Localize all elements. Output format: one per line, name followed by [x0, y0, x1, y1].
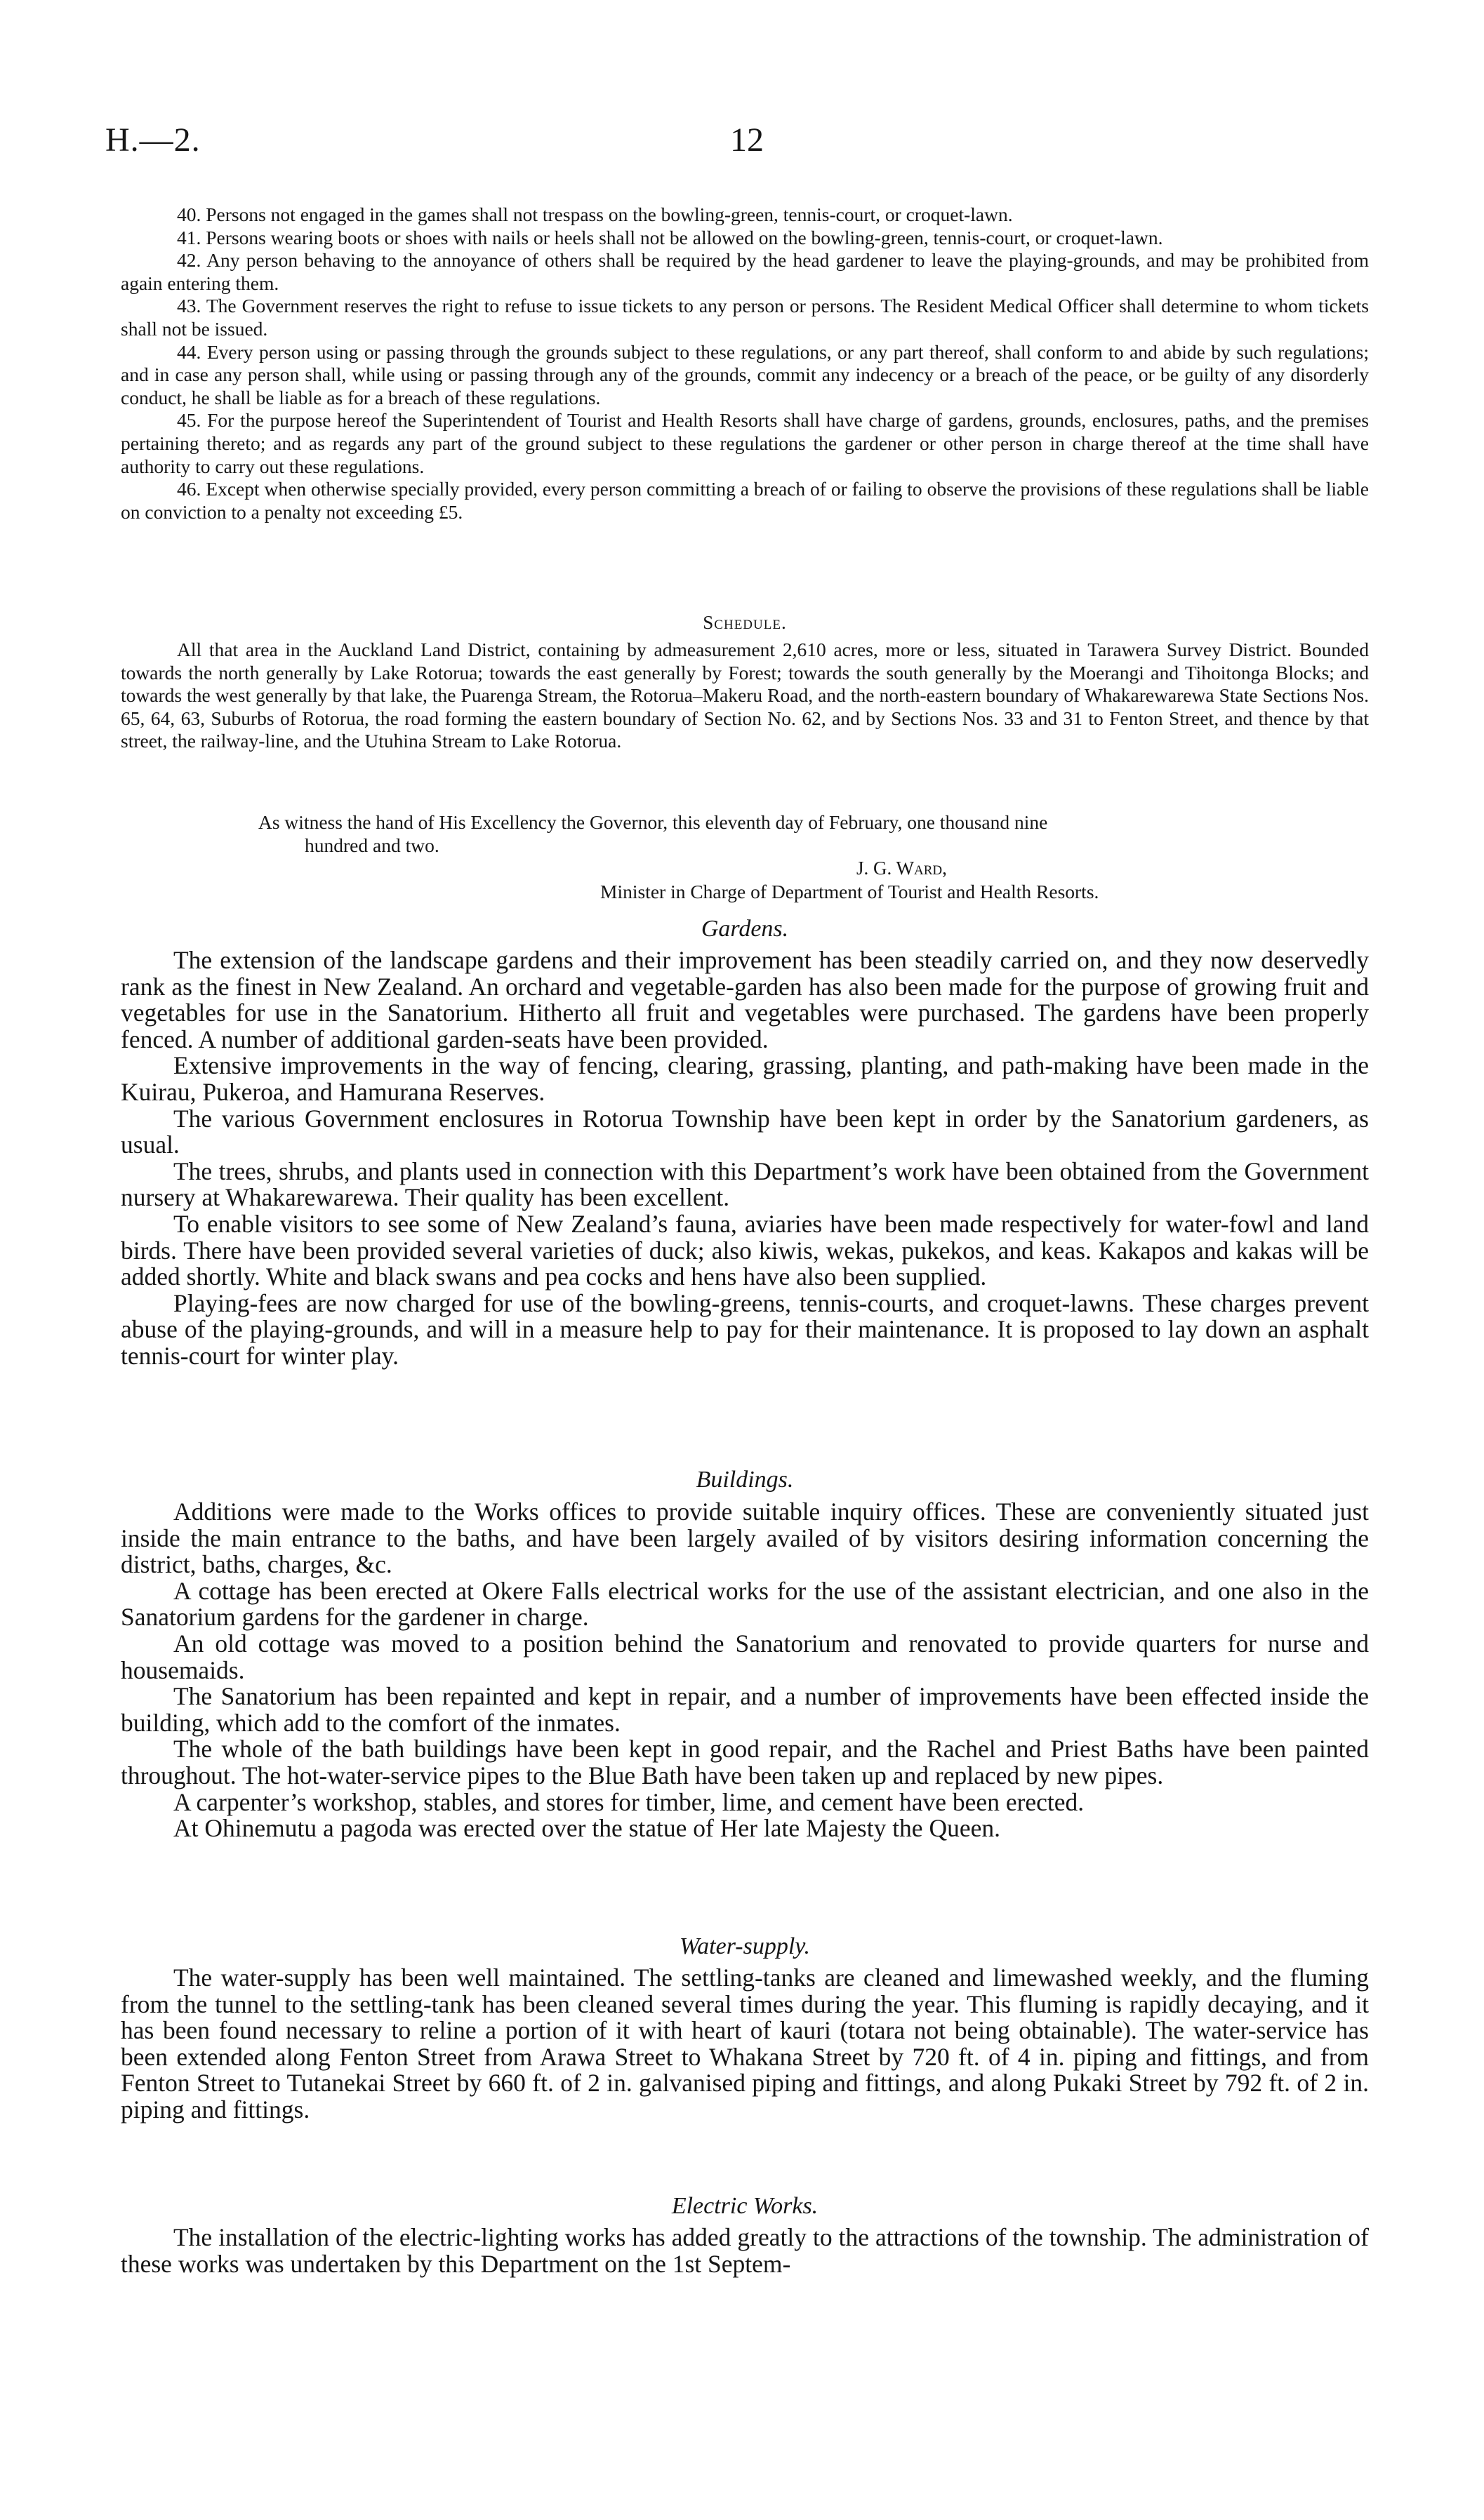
regulation-46: 46. Except when otherwise specially provided, every person committing a breach of or failing to observe the provisions of these regulations shall be liable on conviction to a penalty not exceeding £5. — [121, 478, 1369, 523]
paragraph: The water-supply has been well maintained. The settling-tanks are cleaned and limewashed weekly, and the fluming from the tunnel to the settling-tank has been cleaned several times during the year. This fluming is rapidly decaying, and it has been found necessary to reline a portion of it with heart of kauri (totara not being obtainable). The water-service has been extended along Fenton Street from Arawa Street to Whakana Street by 720 ft. of 4 in. piping and fittings, and from Fenton Street to Tutanekai Street by 660 ft. of 2 in. galvanised piping and fittings, and along Pukaki Street by 792 ft. of 2 in. piping and fittings. — [121, 1964, 1369, 2124]
paragraph: The Sanatorium has been repainted and kept in repair, and a number of improvements have been effected inside the building, which add to the comfort of the inmates. — [121, 1682, 1369, 1737]
section-title-buildings: Buildings. — [696, 1467, 794, 1493]
paragraph: A cottage has been erected at Okere Falls electrical works for the use of the assistant electrician, and one also in the Sanatorium gardens for the gardener in charge. — [121, 1576, 1369, 1632]
signatory-title: Minister in Charge of Department of Tourist and Health Resorts. — [600, 881, 1099, 902]
paragraph: The extension of the landscape gardens and their improvement has been steadily carried on, and they now deservedly rank as the finest in New Zealand. An orchard and vegetable-garden has also been made for the purpose of growing fruit and vegetables for use in the Sanatorium. Hitherto all fruit and vegetables were purchased. The gardens have been properly fenced. A number of additional garden-seats have been provided. — [121, 946, 1369, 1053]
regulations-list — [121, 204, 1369, 524]
regulation-40: 40. Persons not engaged in the games shall not trespass on the bowling-green, tennis-court, or croquet-lawn. — [177, 204, 1013, 225]
section-title-electric-works: Electric Works. — [671, 2193, 819, 2219]
witness-line-1: As witness the hand of His Excellency the Governor, this eleventh day of February, one thousand nine — [258, 811, 1048, 833]
section-body-water-supply — [121, 1965, 1369, 2124]
signatory-name — [856, 858, 947, 879]
witness-clause — [258, 811, 1369, 857]
document-reference: H.—2. — [105, 121, 201, 159]
paragraph: To enable visitors to see some of New Zealand’s fauna, aviaries have been made respectively for water-fowl and land birds. There have been provided several varieties of duck; also kiwis, wekas, pukekos, and keas. Kakapos and kakas will be added shortly. White and black swans and pea cocks and hens have also been supplied. — [121, 1209, 1369, 1291]
paragraph: The trees, shrubs, and plants used in connection with this Department’s work have been obtained from the Government nursery at Whakarewarewa. Their quality has been excellent. — [121, 1156, 1369, 1212]
section-title-water-supply: Water-supply. — [679, 1933, 810, 1959]
section-body-electric-works — [121, 2225, 1369, 2277]
regulation-45: 45. For the purpose hereof the Superintendent of Tourist and Health Resorts shall have charge of gardens, grounds, enclosures, paths, and the premises pertaining thereto; and as regards any part of the ground subject to these regulations the gardener or other person in charge thereof at the time shall have authority to carry out these regulations. — [121, 409, 1369, 477]
paragraph: The installation of the electric-lighting works has added greatly to the attractions of the township. The administration of these works was undertaken by this Department on the 1st Septem- — [121, 2223, 1369, 2278]
regulation-42: 42. Any person behaving to the annoyance of others shall be required by the head gardener to leave the playing-grounds, and may be prohibited from again entering them. — [121, 249, 1369, 294]
section-body-buildings — [121, 1499, 1369, 1842]
regulation-41: 41. Persons wearing boots or shoes with nails or heels shall not be allowed on the bowling-green, tennis-court, or croquet-lawn. — [177, 226, 1163, 248]
section-title-gardens: Gardens. — [701, 916, 789, 942]
paragraph: The whole of the bath buildings have been kept in good repair, and the Rachel and Priest Baths have been painted throughout. The hot-water-service pipes to the Blue Bath have been taken up and replaced by new pipes. — [121, 1735, 1369, 1789]
paragraph: The various Government enclosures in Rotorua Township have been kept in order by the Sanatorium gardeners, as usual. — [121, 1104, 1369, 1159]
paragraph: Playing-fees are now charged for use of the bowling-greens, tennis-courts, and croquet-lawns. These charges prevent abuse of the playing-grounds, and will in a measure help to pay for their maintenance. It is proposed to lay down an asphalt tennis-court for winter play. — [121, 1288, 1369, 1370]
regulation-44: 44. Every person using or passing through the grounds subject to these regulations, or any part thereof, shall conform to and abide by such regulations; and in case any person shall, while using or passing through any of the grounds, commit any indecency or a breach of the peace, or be guilty of any disorderly conduct, he shall be liable as for a breach of these regulations. — [121, 340, 1369, 408]
regulation-43: 43. The Government reserves the right to refuse to issue tickets to any person or persons. The Resident Medical Officer shall determine to whom tickets shall not be issued. — [121, 295, 1369, 340]
paragraph: Additions were made to the Works offices to provide suitable inquiry offices. These are conveniently situated just inside the main entrance to the baths, and have been largely availed of by visitors desiring information concerning the district, baths, charges, &c. — [121, 1498, 1369, 1579]
schedule-text: All that area in the Auckland Land District, containing by admeasurement 2,610 acres, more or less, situated in Tarawera Survey District. Bounded towards the north generally by Lake Rotorua; towards the east generally by Forest; towards the south generally by the Moerangi and Tihoitonga Blocks; and towards the west generally by that lake, the Puarenga Stream, the Rotorua–Makeru Road, and the north-eastern boundary of Whakarewarewa State Sections Nos. 65, 64, 63, Suburbs of Rotorua, the road forming the eastern boundary of Section No. 62, and by Sections Nos. 33 and 31 to Fenton Street, and thence by that street, the railway-line, and the Utuhina Stream to Lake Rotorua. — [121, 639, 1369, 752]
schedule-heading: Schedule. — [703, 612, 787, 633]
section-body-gardens — [121, 947, 1369, 1370]
signatory-name-text: J. G. Ward, — [856, 858, 947, 879]
page-number: 12 — [730, 121, 764, 159]
paragraph: An old cottage was moved to a position behind the Sanatorium and renovated to provide quarters for nurse and housemaids. — [121, 1629, 1369, 1684]
witness-line-2: hundred and two. — [305, 834, 439, 856]
paragraph: Extensive improvements in the way of fencing, clearing, grassing, planting, and path-making have been made in the Kuirau, Pukeroa, and Hamurana Reserves. — [121, 1051, 1369, 1106]
paragraph: A carpenter’s workshop, stables, and stores for timber, lime, and cement have been erected. — [173, 1787, 1085, 1816]
schedule-block — [121, 639, 1369, 753]
paragraph: At Ohinemutu a pagoda was erected over the statue of Her late Majesty the Queen. — [173, 1814, 1000, 1843]
